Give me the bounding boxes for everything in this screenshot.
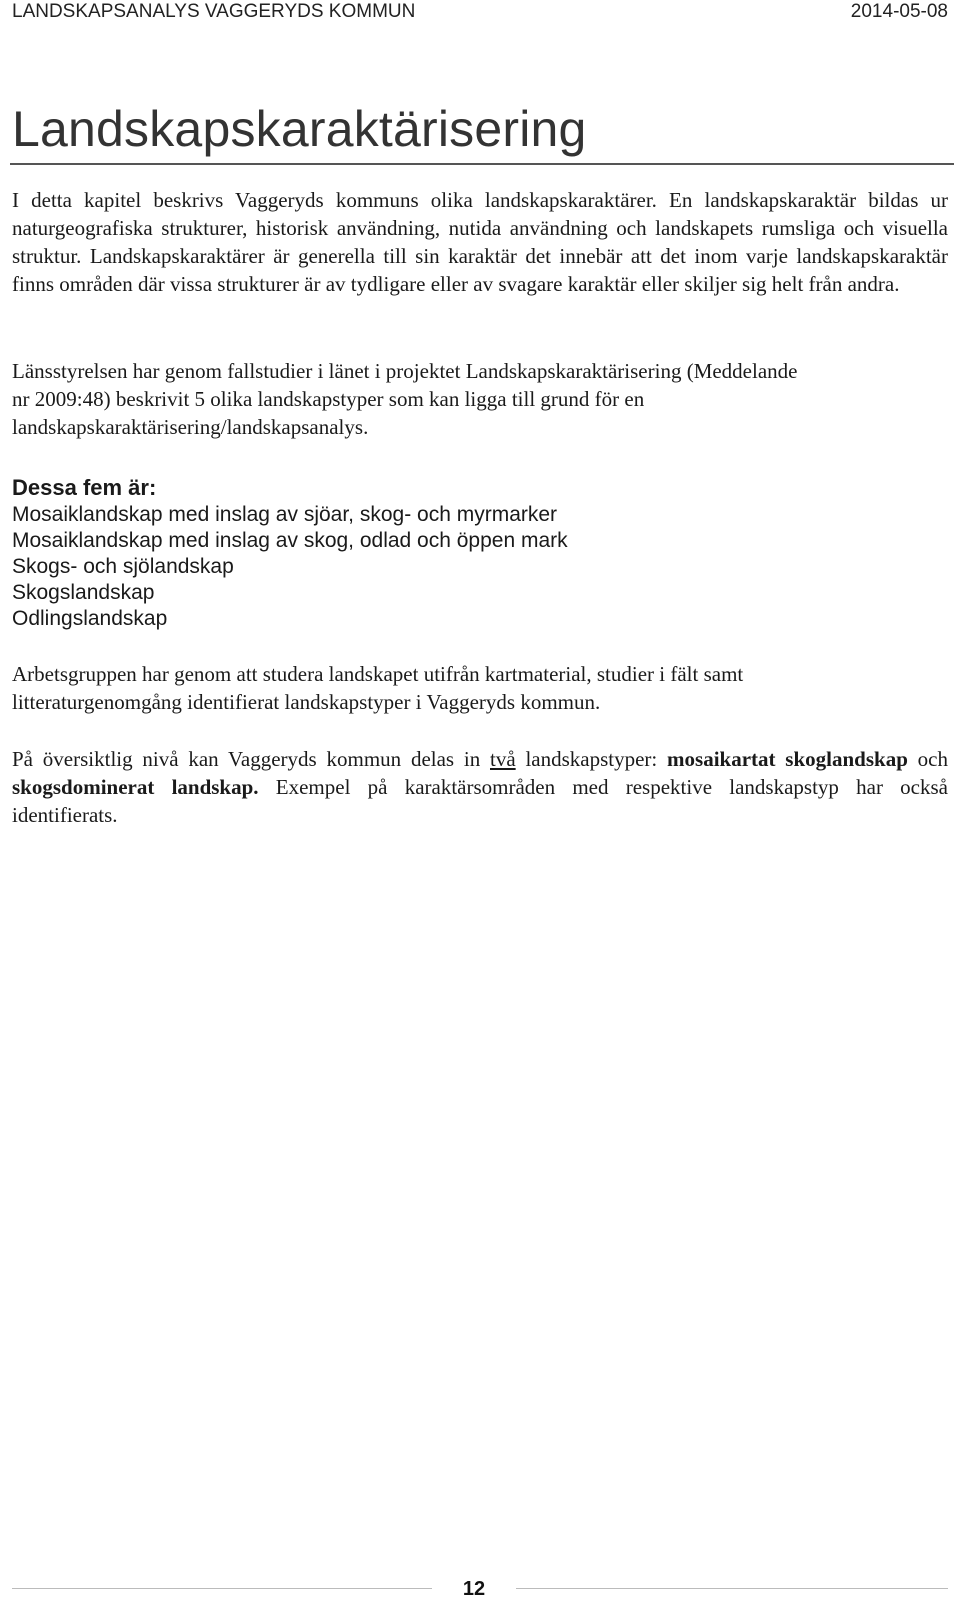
page-title: Landskapskaraktärisering bbox=[12, 101, 587, 157]
landscape-types-list bbox=[12, 502, 568, 632]
list-item: Skogs- och sjölandskap bbox=[12, 555, 234, 578]
lansstyrelsen-paragraph bbox=[12, 357, 948, 441]
arbetsgruppen-paragraph bbox=[12, 660, 948, 716]
text-run: och bbox=[907, 747, 948, 771]
paragraph-line: landskapskaraktärisering/landskapsanalys. bbox=[12, 415, 369, 439]
text-run: På översiktlig nivå kan Vaggeryds kommun delas in bbox=[12, 747, 490, 771]
text-run: landskapstyper: bbox=[515, 747, 668, 771]
paragraph-line: Arbetsgruppen har genom att studera landskapet utifrån kartmaterial, studier i fält samt bbox=[12, 662, 744, 686]
intro-paragraph: I detta kapitel beskrivs Vaggeryds kommuns olika landskapskaraktärer. En landskapskaraktär bildas ur naturgeografiska strukturer, historisk användning, nutida användning och landskapets rumsliga och visuella struktur. Landskapskaraktärer är generella till sin karaktär det innebär att det inom varje landskapskaraktär finns områden där vissa strukturer är av tydligare eller av svagare karaktär eller skiljer sig helt från andra. bbox=[12, 188, 948, 296]
footer-divider-left bbox=[12, 1588, 432, 1589]
list-item: Mosaiklandskap med inslag av sjöar, skog- och myrmarker bbox=[12, 503, 558, 526]
header-document-title: LANDSKAPSANALYS VAGGERYDS KOMMUN bbox=[12, 1, 416, 22]
footer-divider-right bbox=[516, 1588, 948, 1589]
list-item: Odlingslandskap bbox=[12, 607, 168, 630]
paragraph-line: litteraturgenomgång identifierat landskapstyper i Vaggeryds kommun. bbox=[12, 690, 601, 714]
paragraph-line: nr 2009:48) beskrivit 5 olika landskapstyper som kan ligga till grund för en bbox=[12, 387, 645, 411]
list-item: Mosaiklandskap med inslag av skog, odlad och öppen mark bbox=[12, 529, 568, 552]
list-item: Skogslandskap bbox=[12, 581, 155, 604]
title-underline-divider bbox=[10, 163, 954, 165]
bold-term-skogsdominerat: skogsdominerat landskap. bbox=[12, 775, 259, 799]
landscape-types-summary-paragraph bbox=[12, 745, 948, 829]
page-header bbox=[12, 0, 948, 24]
text-run: Exempel på karaktärsområden med respektive landskapstyp har också identifierats. bbox=[12, 775, 948, 827]
paragraph-line: Länsstyrelsen har genom fallstudier i länet i projektet Landskapskaraktärisering (Meddelande bbox=[12, 359, 798, 383]
page-number: 12 bbox=[462, 1578, 486, 1600]
landscape-types-list-block bbox=[12, 474, 568, 632]
bold-term-mosaikartat: mosaikartat skoglandskap bbox=[667, 747, 908, 771]
underlined-term: två bbox=[490, 747, 516, 771]
list-heading: Dessa fem är: bbox=[12, 475, 157, 500]
header-date: 2014-05-08 bbox=[850, 1, 948, 22]
